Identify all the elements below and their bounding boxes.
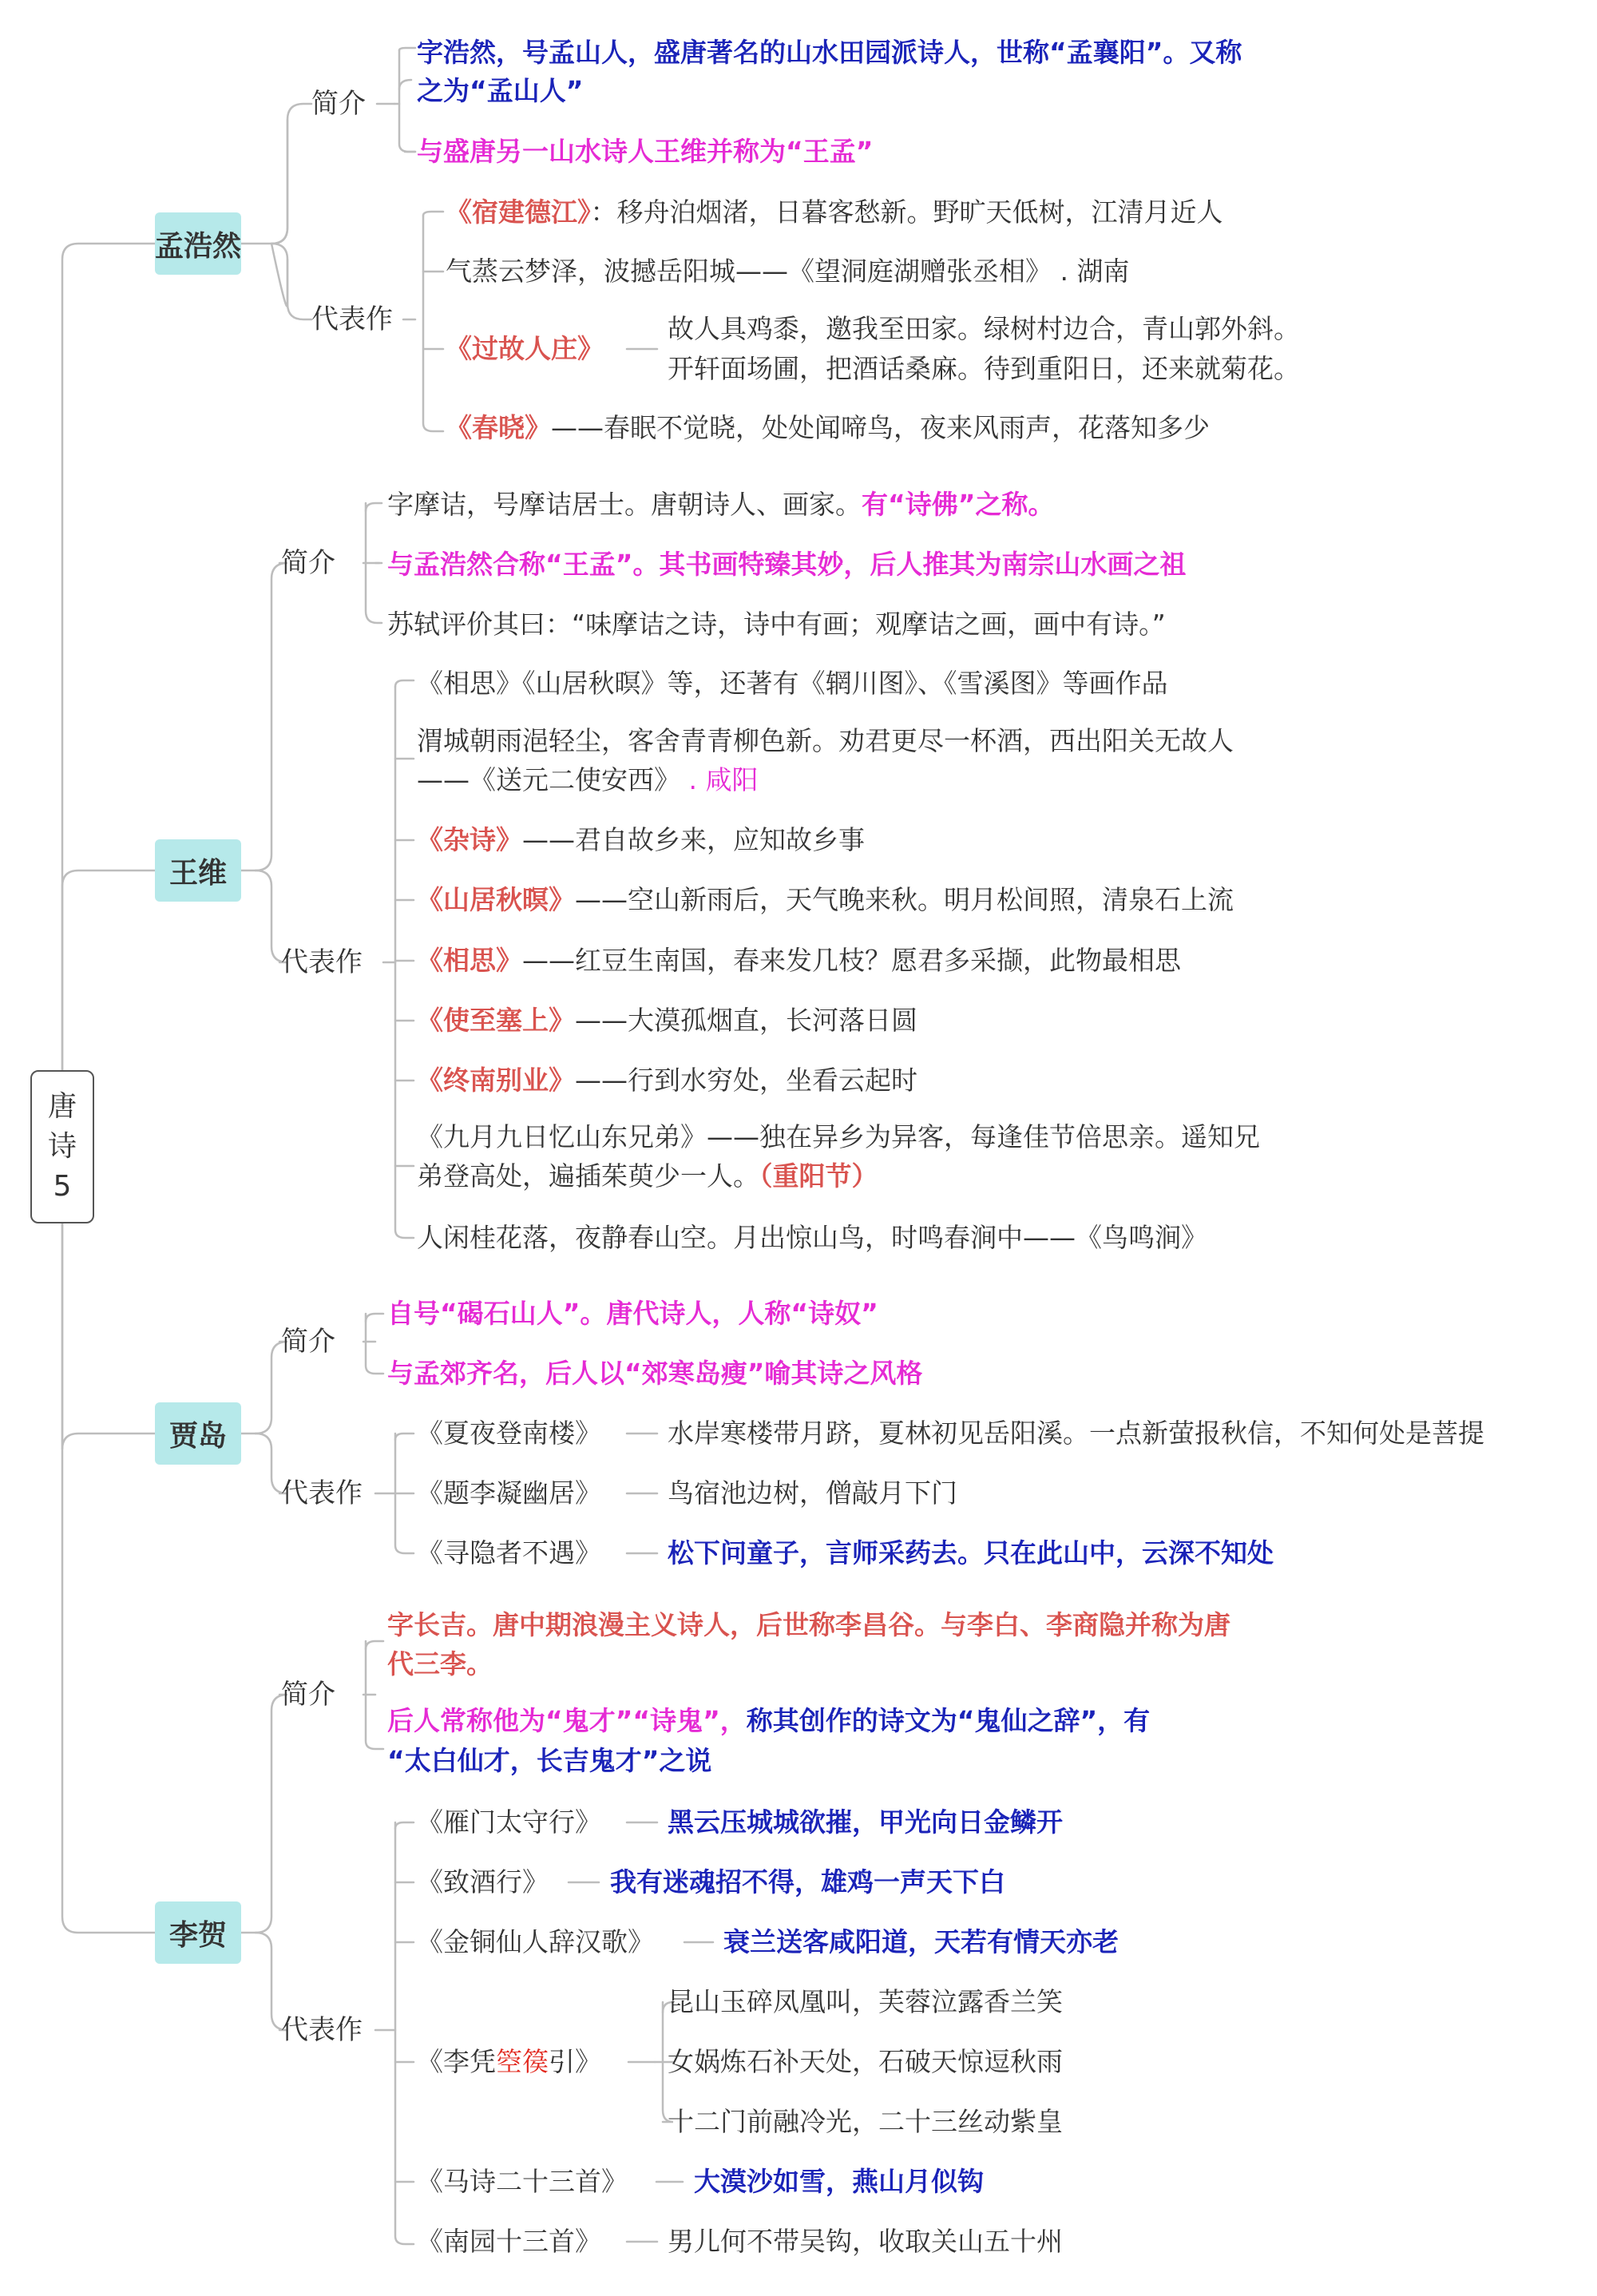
wang-work-2-source: ——《送元二使安西》 xyxy=(417,764,680,795)
meng-intro-line-2: 之为“孟山人” xyxy=(417,75,584,106)
jia-work-2-title: 《题李凝幽居》 xyxy=(417,1477,601,1509)
jia-work-2-text: 鸟宿池边树，僧敲月下门 xyxy=(668,1477,957,1509)
li-intro-line-4: “太白仙才，长吉鬼才”之说 xyxy=(387,1745,712,1776)
li-work-1-title: 《雁门太守行》 xyxy=(417,1806,601,1838)
wang-intro-line-1a: 字摩诘，号摩诘居士。唐朝诗人、画家。 xyxy=(387,489,862,520)
wang-work-9: 人闲桂花落，夜静春山空。月出惊山鸟，时鸣春涧中——《鸟鸣涧》 xyxy=(417,1222,1207,1253)
meng-work-1 xyxy=(446,193,1223,232)
root-node xyxy=(30,1070,94,1223)
poet-node-jia[interactable]: 贾岛 xyxy=(155,1402,241,1465)
wang-work-4 xyxy=(417,881,1234,919)
wang-works-label[interactable]: 代表作 xyxy=(281,946,363,978)
wang-intro-line-3: 苏轼评价其曰：“味摩诘之诗，诗中有画；观摩诘之画，画中有诗。” xyxy=(387,609,1166,640)
wang-work-8-tag: （重阳节） xyxy=(759,1160,878,1192)
wang-work-7-text: ——行到水穷处，坐看云起时 xyxy=(575,1065,917,1096)
wang-work-8-line-1: 《九月九日忆山东兄弟》——独在异乡为异客，每逢佳节倍思亲。遥知兄 xyxy=(417,1121,1260,1152)
jia-intro-label[interactable]: 简介 xyxy=(281,1326,335,1358)
li-work-4-title xyxy=(417,2043,601,2081)
wang-work-3 xyxy=(417,821,865,859)
meng-work-1-text: ：移舟泊烟渚，日暮客愁新。野旷天低树，江清月近人 xyxy=(590,196,1223,228)
wang-intro-line-1 xyxy=(387,486,1054,524)
root-char-3: 5 xyxy=(53,1170,72,1203)
li-work-6-text: 男儿何不带吴钩，收取关山五十州 xyxy=(668,2226,1063,2257)
meng-intro-line-1: 字浩然，号孟山人，盛唐著名的山水田园派诗人，世称“孟襄阳”。又称 xyxy=(417,37,1242,68)
li-work-4-line-2: 女娲炼石补天处，石破天惊逗秋雨 xyxy=(668,2046,1063,2077)
wang-work-3-title: 《杂诗》 xyxy=(417,824,522,855)
root-char-2: 诗 xyxy=(47,1130,77,1163)
li-work-4-title-pre: 《李凭 xyxy=(417,2046,496,2077)
wang-work-5-title: 《相思》 xyxy=(417,945,522,976)
li-work-5-text: 大漠沙如雪，燕山月似钩 xyxy=(694,2166,984,2197)
wang-work-4-title: 《山居秋暝》 xyxy=(417,884,575,915)
wang-intro-line-2: 与孟浩然合称“王孟”。其书画特臻其妙，后人推其为南宗山水画之祖 xyxy=(387,549,1187,580)
meng-work-3-title: 《过故人庄》 xyxy=(446,333,604,364)
li-intro-line-1: 字长吉。唐中期浪漫主义诗人，后世称李昌谷。与李白、李商隐并称为唐 xyxy=(387,1609,1230,1640)
wang-work-8-text: 弟登高处，遍插茱萸少一人。 xyxy=(417,1160,759,1192)
meng-intro-label[interactable]: 简介 xyxy=(311,88,366,120)
wang-intro-label[interactable]: 简介 xyxy=(281,547,335,579)
meng-work-3-line-1: 故人具鸡黍，邀我至田家。绿树村边合，青山郭外斜。 xyxy=(668,313,1300,344)
li-work-2-title: 《致酒行》 xyxy=(417,1866,549,1897)
wang-intro-line-1b: 有“诗佛”之称。 xyxy=(862,489,1055,520)
li-intro-line-3a: 后人常称他为“鬼才”“诗鬼”， xyxy=(387,1705,747,1736)
li-work-4-title-post: 引》 xyxy=(549,2046,601,2077)
meng-work-4-text: ——春眠不觉晓，处处闻啼鸟，夜来风雨声，花落知多少 xyxy=(551,412,1210,443)
jia-work-3-title: 《寻隐者不遇》 xyxy=(417,1537,601,1568)
wang-work-5 xyxy=(417,942,1181,980)
li-work-5-title: 《马诗二十三首》 xyxy=(417,2166,628,2197)
li-work-1-text: 黑云压城城欲摧，甲光向日金鳞开 xyxy=(668,1806,1063,1838)
meng-work-4-title: 《春晓》 xyxy=(446,412,551,443)
poet-node-wang[interactable]: 王维 xyxy=(155,839,241,902)
li-work-4-line-3: 十二门前融冷光，二十三丝动紫皇 xyxy=(668,2106,1063,2137)
poet-node-meng[interactable]: 孟浩然 xyxy=(155,212,241,275)
wang-work-1: 《相思》《山居秋暝》等，还著有《辋川图》、《雪溪图》等画作品 xyxy=(417,668,1168,699)
jia-intro-line-1: 自号“碣石山人”。唐代诗人，人称“诗奴” xyxy=(387,1298,878,1329)
meng-works-label[interactable]: 代表作 xyxy=(311,303,393,335)
wang-work-7-title: 《终南别业》 xyxy=(417,1065,575,1096)
jia-work-1-text: 水岸寒楼带月跻，夏林初见岳阳溪。一点新萤报秋信，不知何处是菩提 xyxy=(668,1418,1484,1449)
meng-work-1-title: 《宿建德江》 xyxy=(446,196,591,228)
li-work-4-line-1: 昆山玉碎凤凰叫，芙蓉泣露香兰笑 xyxy=(668,1986,1063,2017)
poet-node-li[interactable]: 李贺 xyxy=(155,1901,241,1964)
wang-work-6 xyxy=(417,1001,917,1040)
jia-work-1-title: 《夏夜登南楼》 xyxy=(417,1418,601,1449)
li-works-label[interactable]: 代表作 xyxy=(281,2014,363,2046)
li-intro-line-3 xyxy=(387,1702,1150,1740)
li-intro-line-2: 代三李。 xyxy=(387,1648,493,1679)
wang-work-2-tag: . 咸阳 xyxy=(688,764,759,795)
wang-work-6-text: ——大漠孤烟直，长河落日圆 xyxy=(575,1005,917,1036)
li-work-2-text: 我有迷魂招不得，雄鸡一声天下白 xyxy=(610,1866,1005,1897)
meng-work-2 xyxy=(446,252,1129,291)
li-intro-line-3b: 称其创作的诗文为“鬼仙之辞”，有 xyxy=(746,1705,1151,1736)
wang-work-4-text: ——空山新雨后，天气晚来秋。明月松间照，清泉石上流 xyxy=(575,884,1234,915)
li-intro-label[interactable]: 简介 xyxy=(281,1679,335,1711)
wang-work-8-line-2 xyxy=(417,1157,878,1196)
meng-work-4 xyxy=(446,409,1210,447)
meng-work-2-text: 气蒸云梦泽，波撼岳阳城——《望洞庭湖赠张丞相》 xyxy=(446,256,1052,287)
wang-work-3-text: ——君自故乡来，应知故乡事 xyxy=(522,824,865,855)
jia-intro-line-2: 与孟郊齐名，后人以“郊寒岛瘦”喻其诗之风格 xyxy=(387,1358,923,1389)
meng-intro-line-3: 与盛唐另一山水诗人王维并称为“王孟” xyxy=(417,136,874,167)
li-work-6-title: 《南园十三首》 xyxy=(417,2226,601,2257)
li-work-3-text: 衰兰送客咸阳道，天若有情天亦老 xyxy=(723,1926,1119,1957)
li-work-4-title-highlight: 箜篌 xyxy=(496,2046,549,2077)
jia-work-3-text: 松下问童子，言师采药去。只在此山中，云深不知处 xyxy=(668,1537,1274,1568)
wang-work-6-title: 《使至塞上》 xyxy=(417,1005,575,1036)
li-work-3-title: 《金铜仙人辞汉歌》 xyxy=(417,1926,654,1957)
root-char-1: 唐 xyxy=(47,1090,77,1123)
meng-work-3-line-2: 开轩面场圃，把酒话桑麻。待到重阳日，还来就菊花。 xyxy=(668,353,1300,384)
meng-work-2-tag: . 湖南 xyxy=(1060,256,1130,287)
wang-work-2-line-2 xyxy=(417,761,758,799)
wang-work-2-line-1: 渭城朝雨浥轻尘，客舍青青柳色新。劝君更尽一杯酒，西出阳关无故人 xyxy=(417,725,1234,756)
jia-works-label[interactable]: 代表作 xyxy=(281,1477,363,1509)
wang-work-7 xyxy=(417,1061,917,1100)
wang-work-5-text: ——红豆生南国，春来发几枝？愿君多采撷，此物最相思 xyxy=(522,945,1181,976)
